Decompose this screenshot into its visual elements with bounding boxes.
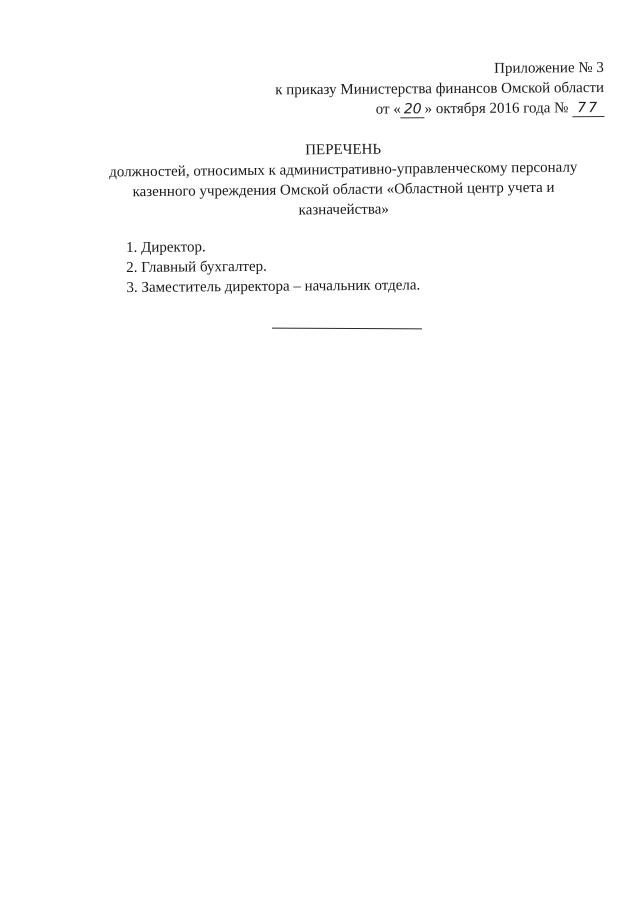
document-title: ПЕРЕЧЕНЬ — [305, 141, 382, 159]
handwritten-order-number: 77 — [572, 101, 604, 117]
document-subtitle: должностей, относимых к административно-управленческому персоналу казенного учреждения Омской области «Областной центр учета и казначейства» — [109, 159, 578, 219]
list-item: 1. Директор. — [126, 239, 206, 256]
handwritten-day: 20 — [401, 102, 425, 118]
date-prefix: от « — [375, 101, 402, 118]
order-reference: к приказу Министерства финансов Омской области — [275, 79, 605, 99]
list-item: 3. Заместитель директора – начальник отдела. — [126, 277, 421, 296]
appendix-header — [275, 58, 604, 120]
positions-list — [126, 235, 420, 298]
date-middle: » октября 2016 года № — [424, 100, 569, 118]
list-item: 2. Главный бухгалтер. — [126, 258, 267, 276]
order-date-line — [275, 98, 604, 120]
appendix-number: Приложение № 3 — [494, 59, 605, 77]
document-title-block — [108, 138, 579, 223]
closing-divider — [272, 328, 422, 330]
